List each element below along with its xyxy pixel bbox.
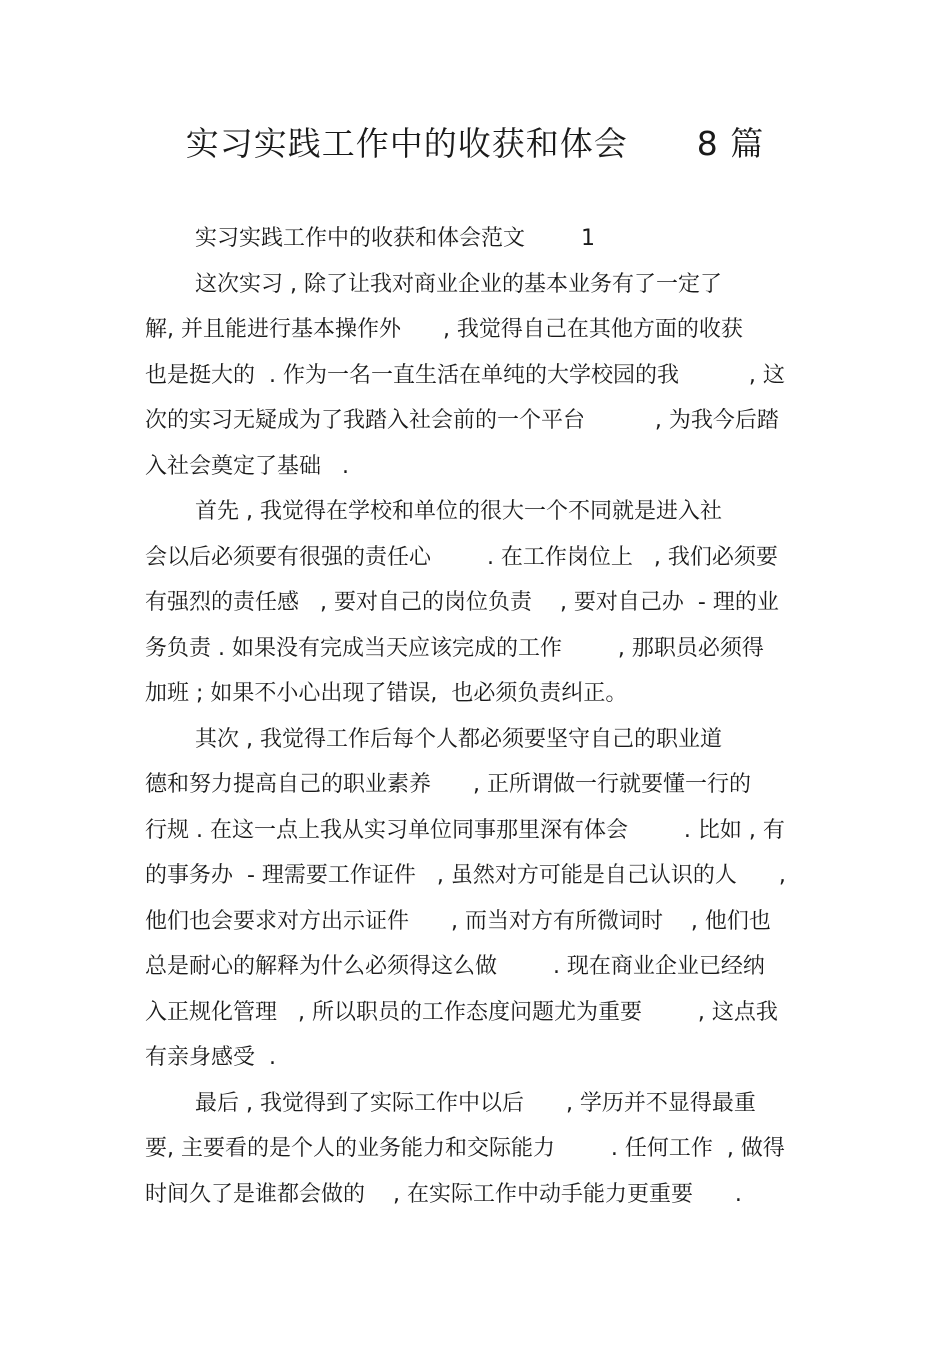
document-body bbox=[145, 216, 815, 1217]
body-line: 最后 , 我觉得到了实际工作中以后 , 学历并不显得最重 bbox=[195, 1090, 756, 1116]
body-line: 总是耐心的解释为什么必须得这么做 . 现在商业企业已经纳 bbox=[145, 954, 765, 979]
body-line: 德和努力提高自己的职业素养 , 正所谓做一行就要懂一行的 bbox=[145, 772, 751, 797]
body-line: 入正规化管理 , 所以职员的工作态度问题尤为重要 , 这点我 bbox=[145, 999, 778, 1025]
body-line: 首先 , 我觉得在学校和单位的很大一个不同就是进入社 bbox=[195, 499, 722, 524]
document-title: 实习实践工作中的收获和体会 8 篇 bbox=[185, 124, 765, 163]
body-line: 入社会奠定了基础 . bbox=[145, 453, 349, 479]
body-line: 务负责 . 如果没有完成当天应该完成的工作 , 那职员必须得 bbox=[145, 635, 764, 661]
body-line: 他们也会要求对方出示证件 , 而当对方有所微词时 , 他们也 bbox=[145, 908, 771, 934]
body-line: 解, 并且能进行基本操作外 , 我觉得自己在其他方面的收获 bbox=[145, 317, 743, 342]
body-line: 有亲身感受 . bbox=[145, 1045, 276, 1070]
body-line: 的事务办 - 理需要工作证件 , 虽然对方可能是自己认识的人 , bbox=[145, 863, 786, 888]
body-line: 次的实习无疑成为了我踏入社会前的一个平台 , 为我今后踏 bbox=[145, 408, 779, 433]
body-line: 也是挺大的 . 作为一名一直生活在单纯的大学校园的我 , 这 bbox=[145, 362, 785, 388]
body-line: 会以后必须要有很强的责任心 . 在工作岗位上 , 我们必须要 bbox=[145, 544, 778, 570]
body-line: 行规 . 在这一点上我从实习单位同事那里深有体会 . 比如 , 有 bbox=[145, 817, 785, 843]
body-line: 时间久了是谁都会做的 , 在实际工作中动手能力更重要 . bbox=[145, 1181, 742, 1207]
body-line: 加班 ; 如果不小心出现了错误, 也必须负责纠正。 bbox=[145, 681, 628, 706]
body-line: 有强烈的责任感 , 要对自己的岗位负责 , 要对自己办 - 理的业 bbox=[145, 590, 779, 615]
body-line: 要, 主要看的是个人的业务能力和交际能力 . 任何工作 , 做得 bbox=[145, 1136, 785, 1161]
body-line: 其次 , 我觉得工作后每个人都必须要坚守自己的职业道 bbox=[195, 726, 722, 752]
body-line: 实习实践工作中的收获和体会范文 1 bbox=[195, 226, 595, 251]
body-line: 这次实习 , 除了让我对商业企业的基本业务有了一定了 bbox=[195, 271, 722, 297]
